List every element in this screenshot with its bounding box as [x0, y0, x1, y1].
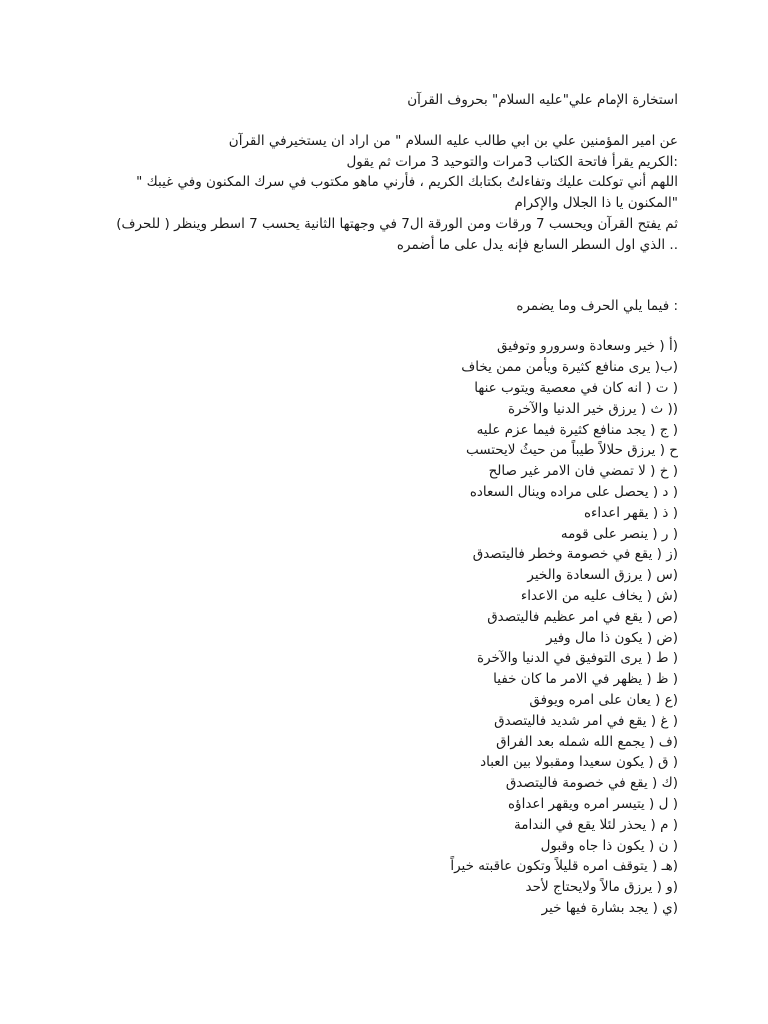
letter-item: (س ( يرزق السعادة والخير [527, 567, 678, 584]
letter-item: (( ث ( يرزق خير الدنيا والآخرة [507, 400, 678, 417]
letter-item: (ض ( يكون ذا مال وفير [546, 629, 678, 646]
letter-item: ( ت ( انه كان في معصية ويتوب عنها [474, 379, 678, 396]
letter-item: (ع ( يعان على امره ويوفق [529, 691, 678, 708]
letter-item: ( ظ ( يظهر في الامر ما كان خفيا [493, 671, 678, 688]
letter-item: ( ق ( يكون سعيدا ومقبولا بين العباد [480, 754, 678, 771]
letter-item: (ي ( يجد بشارة فيها خير [541, 899, 678, 916]
letter-item: (ف ( يجمع الله شمله بعد الفراق [496, 733, 678, 750]
letter-item: ( ر ( ينصر على قومه [560, 525, 678, 542]
letter-item: ( خ ( لا تمضي فان الامر غير صالح [488, 463, 678, 480]
intro-line: :الكريم يقرأ فاتحة الكتاب 3مرات والتوحيد 3 مرات ثم يقول [346, 153, 678, 170]
letter-item: ( ج ( يجد منافع كثيرة فيما عزم عليه [476, 421, 678, 438]
intro-line: ثم يفتح القرآن ويحسب 7 ورقات ومن الورقة ال7 في وجهتها الثانية يحسب 7 اسطر وينظر ( للحرف) [116, 215, 678, 232]
intro-line: اللهم أني توكلت عليك وتفاءلتُ بكتابك الكريم ، فأرني ماهو مكتوب في سرك المكنون وفي غيبك " [136, 174, 678, 191]
letter-item: ( ط ( يرى التوفيق في الدنيا والآخرة [477, 650, 678, 667]
letter-item: (و ( يرزق مالاً ولايحتاج لأحد [525, 879, 678, 896]
intro-paragraph [90, 131, 678, 256]
letter-item: ( غ ( يقع في امر شديد فاليتصدق [494, 712, 678, 729]
letter-item: (أ ( خير وسعادة وسرورو وتوفيق [496, 338, 678, 355]
letter-item: (ب( يرى منافع كثيرة ويأمن ممن يخاف [461, 359, 678, 376]
letter-item: (ش ( يخاف عليه من الاعداء [520, 587, 678, 604]
section-heading: : فيما يلي الحرف وما يضمره [516, 297, 678, 314]
letter-item: ( م ( يحذر لئلا يقع في الندامة [514, 816, 678, 833]
letter-item: ( ل ( يتيسر امره ويقهر اعداؤه [507, 795, 678, 812]
letter-item: ( ن ( يكون ذا جاه وقبول [540, 837, 678, 854]
intro-line: عن امير المؤمنين علي بن ابي طالب عليه السلام " من اراد ان يستخيرفي القرآن [228, 132, 678, 149]
letter-item: ح ( يرزق حلالاً طيباً من حيثُ لايحتسب [465, 442, 678, 459]
letter-item: (ك ( يقع في خصومة فاليتصدق [505, 775, 678, 792]
letter-item: (هـ ( يتوقف امره قليلاً وتكون عاقبته خيراً [450, 858, 678, 875]
intro-line: .. الذي اول السطر السابع فإنه يدل على ما أضمره [396, 236, 678, 253]
letter-item: (ز ( يقع في خصومة وخطر فاليتصدق [472, 546, 678, 563]
letters-list [90, 336, 678, 918]
intro-line: "المكنون يا ذا الجلال والإكرام [514, 195, 678, 212]
letter-item: ( د ( يحصل على مراده وينال السعاده [469, 483, 678, 500]
document-page [90, 90, 678, 919]
letter-item: (ص ( يقع في امر عظيم فاليتصدق [487, 608, 678, 625]
letter-item: ( ذ ( يقهر اعداءه [583, 504, 678, 521]
document-title: استخارة الإمام علي"عليه السلام" بحروف القرآن [407, 92, 678, 108]
